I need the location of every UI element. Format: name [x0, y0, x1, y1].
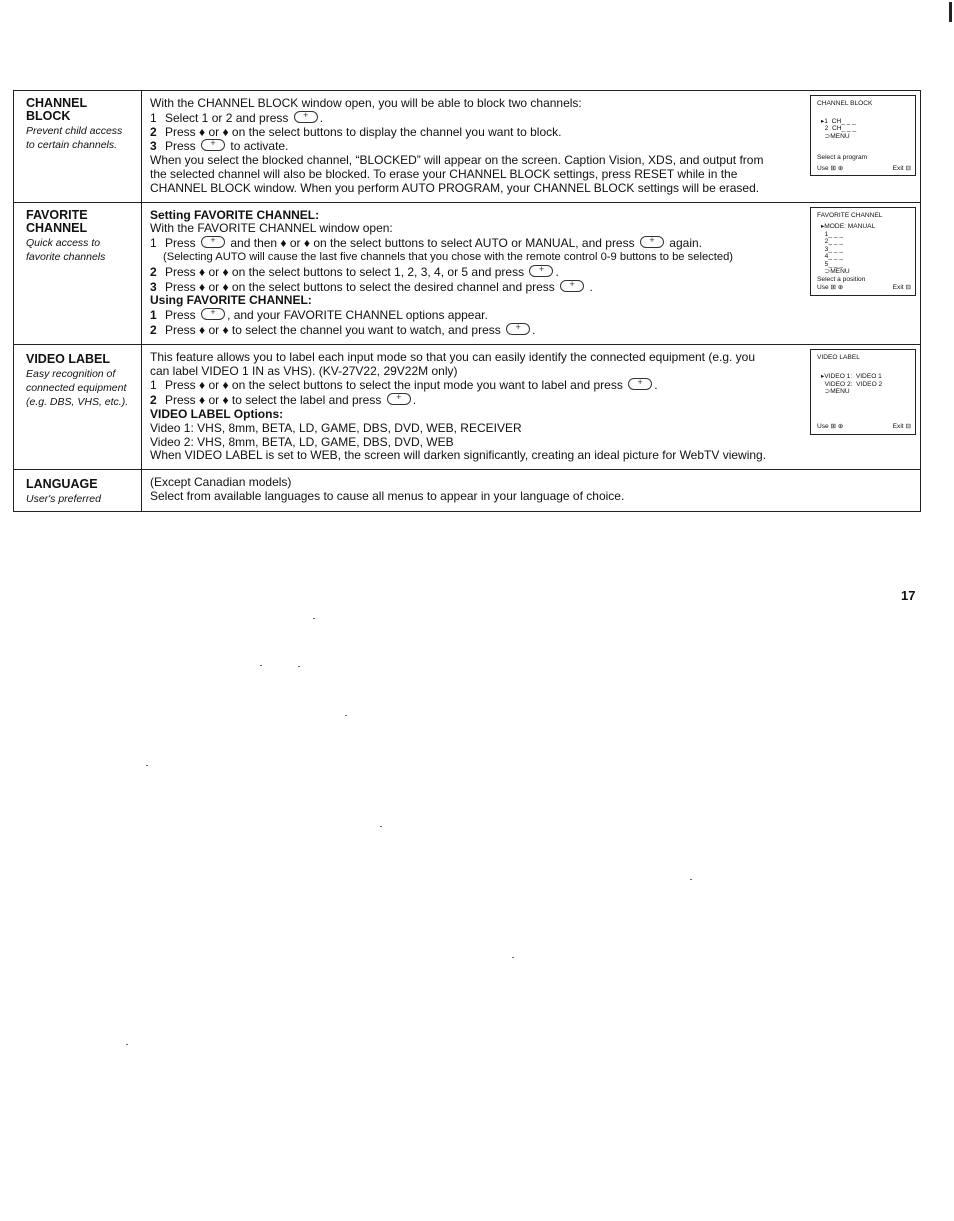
step-number: 2 — [150, 393, 157, 408]
video-label-options-heading: VIDEO LABEL Options: — [150, 406, 284, 421]
osd-title: FAVORITE CHANNEL — [817, 211, 883, 219]
enter-button-icon — [529, 265, 553, 277]
step-text: Select 1 or 2 and press — [165, 110, 289, 125]
video-label-note: When VIDEO LABEL is set to WEB, the screen will darken significantly, creating an ideal picture for WebTV viewing. — [150, 448, 767, 463]
channel-block-step-1: 1 Select 1 or 2 and press + . — [150, 111, 771, 126]
scan-speck — [512, 957, 514, 958]
enter-button-icon — [506, 323, 530, 335]
osd-exit: Exit ⊟ — [892, 423, 911, 431]
step-text: Press — [165, 308, 196, 323]
step-number: 3 — [150, 279, 157, 294]
osd-title: CHANNEL BLOCK — [817, 100, 873, 107]
osd-line: 5_ _ _ — [821, 260, 843, 268]
favorite-step-1 — [150, 236, 771, 251]
osd-line: ⊃MENU — [821, 388, 850, 396]
osd-line: VIDEO 2: VIDEO 2 — [821, 380, 883, 388]
osd-favorite-channel — [810, 207, 916, 296]
osd-line: ▸MODE: MANUAL — [821, 223, 876, 231]
channel-block-text — [150, 97, 916, 196]
feature-subtitle-favorite-channel: Quick access to favorite channels — [26, 236, 106, 263]
osd-footer — [817, 165, 915, 173]
row-favorite-channel — [14, 202, 921, 344]
scan-speck — [690, 879, 692, 880]
label-cell-language — [14, 470, 142, 512]
video-label-note-wrap — [150, 449, 916, 463]
step-text: Press ♦ or ♦ to select the label and press — [165, 393, 382, 408]
scan-speck — [298, 666, 300, 667]
row-language — [14, 470, 921, 512]
video-label-text — [150, 351, 916, 450]
feature-title-video-label: VIDEO LABEL — [26, 351, 111, 366]
language-line-1: (Except Canadian models) — [150, 475, 292, 490]
enter-button-icon — [201, 236, 225, 248]
osd-hint: Select a position — [817, 275, 866, 283]
step-text: again. — [669, 236, 702, 251]
osd-title: VIDEO LABEL — [817, 353, 860, 361]
scan-speck — [260, 665, 262, 666]
favorite-use-1 — [150, 308, 771, 323]
osd-line: 4_ _ _ — [821, 253, 843, 261]
osd-footer — [817, 284, 915, 292]
osd-use: Use ⊞ ⊕ — [817, 423, 844, 431]
step-number: 2 — [150, 124, 157, 139]
favorite-using-heading: Using FAVORITE CHANNEL: — [150, 293, 312, 308]
favorite-intro: With the FAVORITE CHANNEL window open: — [150, 221, 393, 236]
feature-title-language: LANGUAGE — [26, 477, 98, 492]
step-text: Press ♦ or ♦ on the select buttons to display the channel you want to block. — [165, 124, 562, 139]
favorite-use-2: 2 Press ♦ or ♦ to select the channel you want to watch, and press + . — [150, 323, 771, 338]
favorite-step-2: 2 Press ♦ or ♦ on the select buttons to select 1, 2, 3, 4, or 5 and press + . — [150, 265, 771, 280]
osd-line: 3_ _ _ — [821, 245, 843, 253]
osd-video-label — [810, 349, 916, 435]
feature-subtitle-language: User's preferred — [26, 493, 101, 506]
step-text: and then ♦ or ♦ on the select buttons to select AUTO or MANUAL, and press — [230, 236, 635, 251]
channel-block-step-2 — [150, 126, 771, 140]
video-label-step-1: 1 Press ♦ or ♦ on the select buttons to select the input mode you want to label and press + . — [150, 378, 771, 393]
video-label-option-1: Video 1: VHS, 8mm, BETA, LD, GAME, DBS, DVD, WEB, RECEIVER — [150, 420, 522, 435]
body-cell-favorite-channel — [142, 202, 921, 344]
osd-exit: Exit ⊟ — [892, 164, 911, 172]
body-cell-video-label — [142, 344, 921, 469]
feature-title-favorite-channel: FAVORITE CHANNEL — [26, 207, 88, 235]
label-cell-channel-block — [14, 91, 142, 203]
scan-speck — [313, 618, 315, 619]
enter-button-icon — [294, 111, 318, 123]
channel-block-intro: With the CHANNEL BLOCK window open, you will be able to block two channels: — [150, 96, 582, 110]
feature-title-channel-block: CHANNEL BLOCK — [26, 96, 88, 123]
language-text — [150, 476, 916, 504]
step-number: 1 — [150, 378, 157, 393]
osd-line: ⊃MENU — [821, 268, 850, 276]
enter-button-icon — [628, 378, 652, 390]
osd-hint: Select a program — [817, 154, 868, 161]
video-label-step-2: 2 Press ♦ or ♦ to select the label and press + . — [150, 393, 771, 408]
page-edge-mark — [949, 2, 952, 22]
page-number: 17 — [901, 588, 916, 603]
osd-line: 2_ _ _ — [821, 238, 843, 246]
favorite-channel-text — [150, 209, 916, 338]
step-text: Press — [165, 139, 196, 154]
body-cell-language — [142, 470, 921, 512]
step-text: Press — [165, 236, 196, 251]
osd-use: Use ⊞ ⊕ — [817, 284, 844, 292]
feature-subtitle-channel-block: Prevent child access to certain channels. — [26, 125, 123, 151]
video-label-intro: This feature allows you to label each input mode so that you can easily identify the connected equipment (e.g. you can label VIDEO 1 IN as VHS). (KV-27V22, 29V22M only) — [150, 349, 756, 378]
step-number: 1 — [150, 110, 157, 125]
step-number: 1 — [150, 236, 157, 251]
enter-button-icon — [387, 393, 411, 405]
body-cell-channel-block — [142, 91, 921, 203]
osd-line: ▸1 CH_ _ _ — [821, 117, 856, 125]
channel-block-step-3 — [150, 139, 771, 154]
favorite-step-3: 3 Press ♦ or ♦ on the select buttons to select the desired channel and press + . — [150, 280, 771, 295]
channel-block-note: When you select the blocked channel, “BLOCKED” will appear on the screen. Caption Vision, XDS, and output from the selected channel will also be blocked. To erase your CHANNEL BLOCK settings, press RESET while in the CHANNEL BLOCK window. When you perform AUTO PROGRAM, your CHANNEL BLOCK settings will be erased. — [150, 153, 764, 195]
feature-table — [13, 90, 921, 512]
step-text: Press ♦ or ♦ to select the channel you want to watch, and press — [165, 322, 501, 337]
scan-speck — [345, 715, 347, 716]
language-line-2: Select from available languages to cause all menus to appear in your language of choice. — [150, 488, 625, 503]
scan-speck — [126, 1044, 128, 1045]
scan-speck — [146, 765, 148, 766]
osd-line: 1_ _ _ — [821, 230, 843, 238]
step-number: 2 — [150, 264, 157, 279]
osd-use: Use ⊞ ⊕ — [817, 164, 844, 172]
step-number: 1 — [150, 308, 157, 323]
step-text: Press ♦ or ♦ on the select buttons to select 1, 2, 3, 4, or 5 and press — [165, 264, 525, 279]
scan-speck — [380, 826, 382, 827]
step-text: Press ♦ or ♦ on the select buttons to select the input mode you want to label and press — [165, 378, 623, 393]
osd-channel-block — [810, 95, 916, 176]
row-channel-block — [14, 91, 921, 203]
step-text: , and your FAVORITE CHANNEL options appear. — [227, 308, 488, 323]
enter-button-icon — [560, 280, 584, 292]
label-cell-video-label — [14, 344, 142, 469]
enter-button-icon — [201, 308, 225, 320]
step-number: 3 — [150, 139, 157, 154]
row-video-label — [14, 344, 921, 469]
enter-button-icon — [640, 236, 664, 248]
osd-line: 2 CH_ _ _ — [821, 125, 857, 132]
label-cell-favorite-channel — [14, 202, 142, 344]
favorite-step-1-note: (Selecting AUTO will cause the last five channels that you chose with the remote control 0-9 buttons to be selected) — [163, 250, 734, 263]
step-text: Press ♦ or ♦ on the select buttons to select the desired channel and press — [165, 279, 555, 294]
enter-button-icon — [201, 139, 225, 151]
step-number: 2 — [150, 322, 157, 337]
osd-line: ▸VIDEO 1: VIDEO 1 — [821, 373, 882, 381]
feature-subtitle-video-label: Easy recognition of connected equipment (e.g. DBS, VHS, etc.). — [26, 367, 129, 408]
step-text: to activate. — [230, 139, 289, 154]
osd-footer — [817, 423, 915, 431]
video-label-option-2: Video 2: VHS, 8mm, BETA, LD, GAME, DBS, DVD, WEB — [150, 434, 454, 449]
osd-exit: Exit ⊟ — [892, 284, 911, 292]
osd-line: ⊃MENU — [821, 132, 850, 140]
favorite-setting-heading: Setting FAVORITE CHANNEL: — [150, 207, 320, 222]
